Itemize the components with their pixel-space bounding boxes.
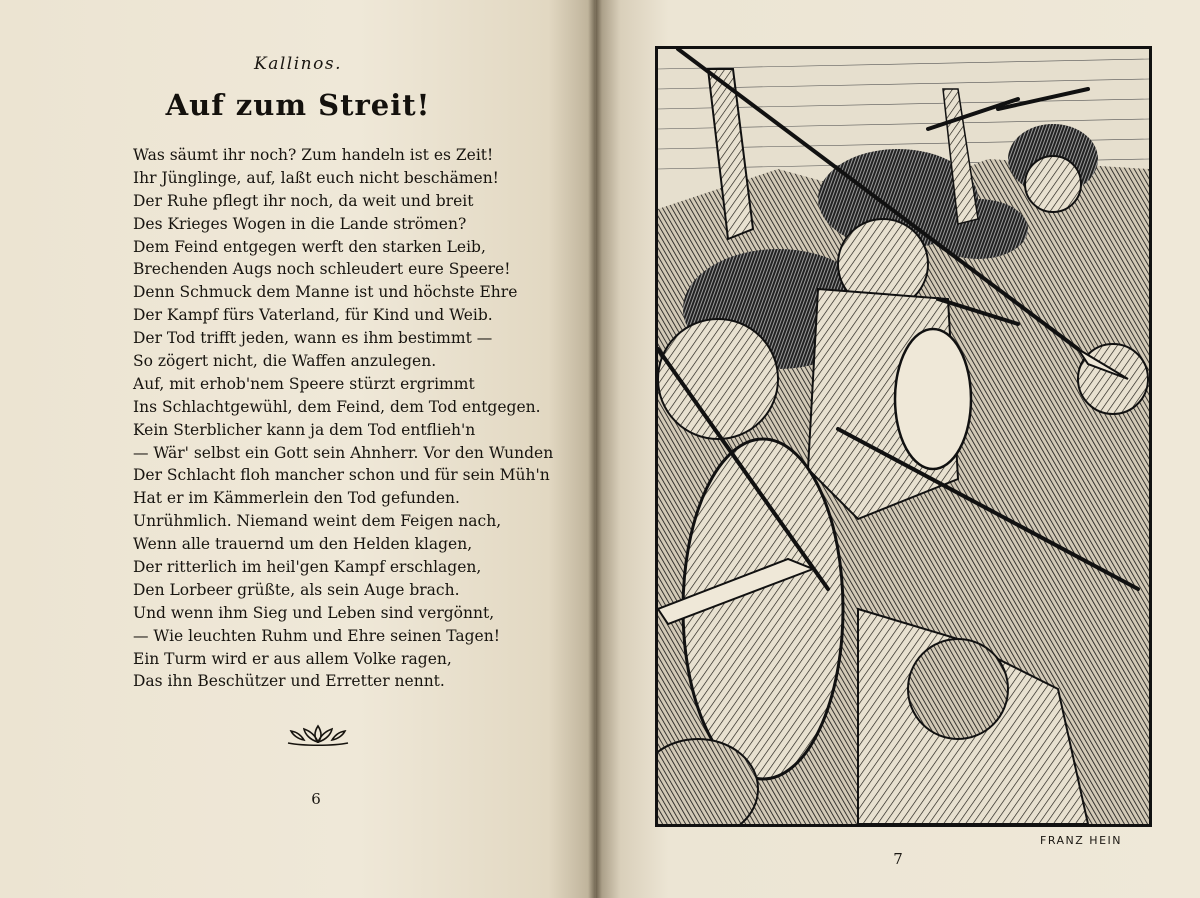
poem-line: Der Schlacht floh mancher schon und für sein Müh'n (133, 466, 550, 485)
poem-line: Des Krieges Wogen in die Lande strömen? (133, 214, 467, 233)
poem-line: Was säumt ihr noch? Zum handeln ist es Zeit! (133, 146, 494, 164)
lotus-ornament-icon (285, 722, 351, 748)
poem-line: Brechenden Augs noch schleudert eure Speere! (133, 260, 511, 279)
poem-line: Der ritterlich im heil'gen Kampf erschlagen, (133, 558, 482, 577)
left-page (0, 0, 596, 898)
poem-line: Kein Sterblicher kann ja dem Tod entflieh'n (133, 420, 476, 439)
poem-line: Denn Schmuck dem Manne ist und höchste Ehre (133, 283, 518, 302)
poem-line: Und wenn ihm Sieg und Leben sind vergönnt, (133, 603, 495, 622)
poem-line: Ihr Jünglinge, auf, laßt euch nicht beschämen! (133, 168, 499, 187)
poem-line: Unrühmlich. Niemand weint dem Feigen nach, (133, 512, 502, 531)
poem-line: Der Tod trifft jeden, wann es ihm bestimmt — (133, 329, 493, 348)
poem-line: Auf, mit erhob'nem Speere stürzt ergrimmt (133, 374, 475, 393)
poem-text (133, 144, 573, 693)
poem-line: Dem Feind entgegen werft den starken Leib, (133, 237, 486, 256)
poem-line: Ein Turm wird er aus allem Volke ragen, (133, 649, 452, 668)
poem-line: — Wie leuchten Ruhm und Ehre seinen Tagen! (133, 626, 500, 645)
page-number-right: 7 (893, 850, 903, 868)
poem-line: Ins Schlachtgewühl, dem Feind, dem Tod entgegen. (133, 397, 541, 416)
poem-line: So zögert nicht, die Waffen anzulegen. (133, 352, 437, 371)
page-number-left: 6 (311, 790, 321, 808)
running-head: Kallinos. (254, 54, 342, 74)
poem-line: Das ihn Beschützer und Erretter nennt. (133, 672, 445, 691)
battle-illustration (655, 46, 1152, 827)
poem-line: — Wär' selbst ein Gott sein Ahnherr. Vor den Wunden (133, 443, 554, 462)
book-gutter (588, 0, 602, 898)
artist-signature: FRANZ HEIN (1040, 834, 1123, 847)
poem-line: Der Kampf fürs Vaterland, für Kind und Weib. (133, 306, 493, 325)
poem-line: Der Ruhe pflegt ihr noch, da weit und breit (133, 191, 474, 210)
poem-line: Wenn alle trauernd um den Helden klagen, (133, 535, 473, 554)
poem-title: Auf zum Streit! (165, 88, 431, 122)
poem-line: Den Lorbeer grüßte, als sein Auge brach. (133, 580, 460, 599)
poem-line: Hat er im Kämmerlein den Tod gefunden. (133, 489, 460, 508)
hoplite-battle-engraving-icon (658, 49, 1149, 824)
